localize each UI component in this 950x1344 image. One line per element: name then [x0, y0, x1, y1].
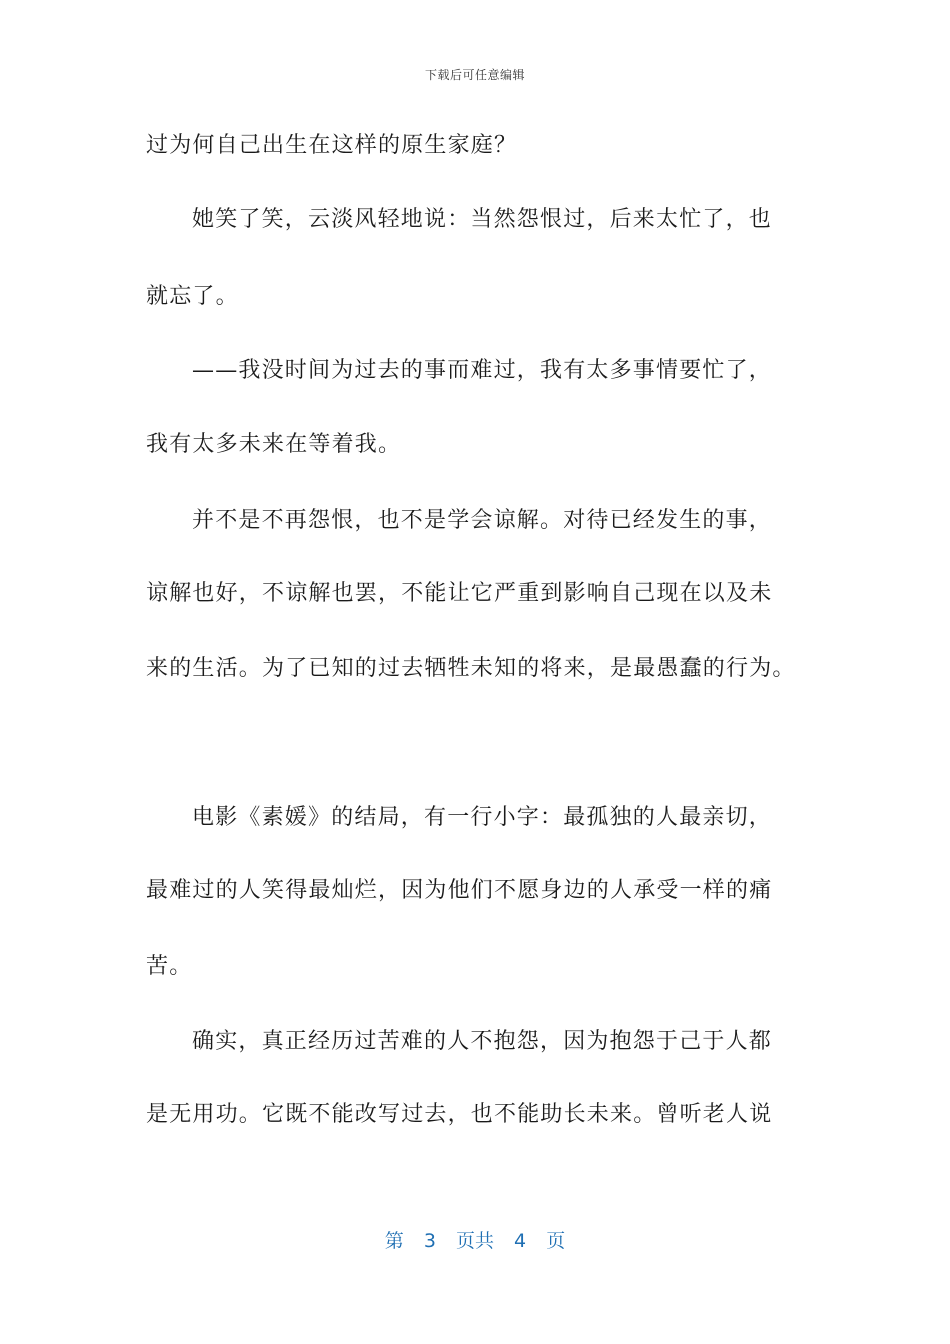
body-line: 过为何自己出生在这样的原生家庭？	[146, 133, 518, 158]
page-label-suffix: 页	[546, 1230, 566, 1252]
body-line: 我有太多未来在等着我。	[146, 432, 402, 457]
body-line: 就忘了。	[146, 284, 239, 309]
total-page-number: 4	[514, 1230, 527, 1252]
body-line: 是无用功。它既不能改写过去，也不能助长未来。曾听老人说	[146, 1102, 773, 1127]
page-label-middle: 页共	[455, 1230, 494, 1252]
body-line: 谅解也好，不谅解也罢，不能让它严重到影响自己现在以及未	[146, 581, 773, 606]
page-header: 下载后可任意编辑	[424, 68, 525, 82]
body-line: 苦。	[146, 954, 193, 979]
body-line: 并不是不再怨恨，也不是学会谅解。对待已经发生的事，	[192, 508, 773, 533]
page-footer	[0, 1226, 950, 1253]
current-page-number: 3	[423, 1230, 436, 1252]
body-line: 来的生活。为了已知的过去牺牲未知的将来，是最愚蠢的行为。	[146, 656, 796, 681]
body-line: 最难过的人笑得最灿烂，因为他们不愿身边的人承受一样的痛	[146, 878, 773, 903]
body-line: 她笑了笑，云淡风轻地说：当然怨恨过，后来太忙了，也	[192, 207, 773, 232]
body-line: 电影《素媛》的结局，有一行小字：最孤独的人最亲切，	[192, 805, 773, 830]
body-line: ——我没时间为过去的事而难过，我有太多事情要忙了，	[192, 358, 773, 383]
page-label-prefix: 第	[384, 1230, 404, 1252]
body-line: 确实，真正经历过苦难的人不抱怨，因为抱怨于己于人都	[192, 1029, 773, 1054]
